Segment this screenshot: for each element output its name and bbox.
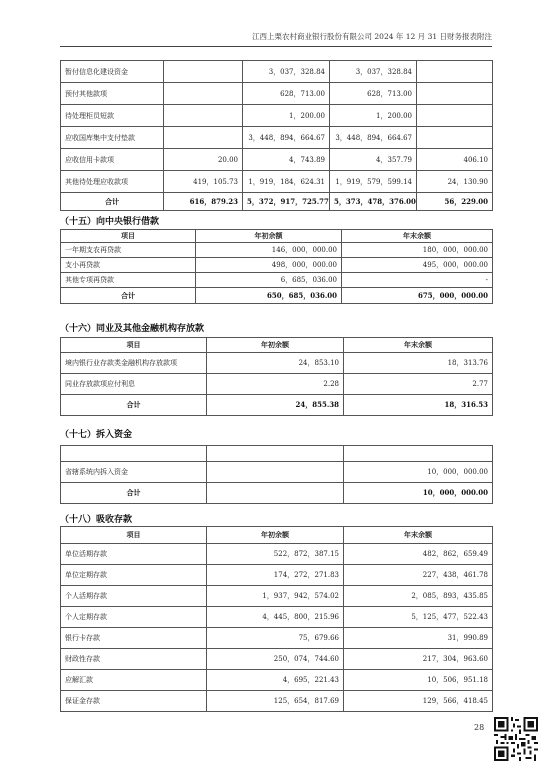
cell-value: 180，000，000.00: [342, 243, 493, 258]
column-header: 年末余额: [342, 230, 493, 243]
row-label: 应收信用卡款项: [61, 149, 164, 171]
cell-value: 4，445，800，215.96: [207, 607, 344, 628]
table-row: [61, 258, 493, 273]
row-label: 同业存放款项应付利息: [61, 374, 207, 395]
table-row: [61, 374, 493, 395]
deposits-table: [60, 526, 493, 712]
column-header: 年初余额: [207, 338, 344, 353]
total-value: 5，373，478，376.00: [330, 193, 417, 211]
row-label: 一年期支农再贷款: [61, 243, 196, 258]
interbank-deposits-table: [60, 337, 493, 416]
cell-value: [417, 127, 493, 149]
total-label: 合计: [61, 288, 196, 304]
cell-value: [417, 61, 493, 83]
cell-value: [164, 83, 243, 105]
total-row: [61, 288, 493, 304]
table-row: [61, 105, 493, 127]
row-label: 个人定期存款: [61, 607, 207, 628]
page-number: 28: [474, 723, 485, 732]
table-row: [61, 61, 493, 83]
row-label: 暂付信息化建设资金: [61, 61, 164, 83]
cell-value: 4，357.79: [330, 149, 417, 171]
cell-value: [417, 83, 493, 105]
table-row: [61, 171, 493, 193]
table-header-row: [61, 338, 493, 353]
total-label: 合计: [61, 395, 207, 416]
cell-value: 1，937，942，574.02: [207, 586, 344, 607]
cell-value: 406.10: [417, 149, 493, 171]
cell-value: 10，506，951.18: [344, 670, 493, 691]
table-row: [61, 83, 493, 105]
cell-value: 419，105.73: [164, 171, 243, 193]
total-row: [61, 193, 493, 211]
cell-value: 10，000，000.00: [344, 462, 493, 483]
table-row: [61, 691, 493, 712]
table-header-row: [61, 230, 493, 243]
table-header-row: [61, 527, 493, 544]
cell-value: 20.00: [164, 149, 243, 171]
cell-value: 217，304，963.60: [344, 649, 493, 670]
row-label: 境内银行业存款类金融机构存放款项: [61, 353, 207, 374]
cell-value: 24，853.10: [207, 353, 344, 374]
total-value: 10，000，000.00: [344, 483, 493, 504]
table-row: [61, 565, 493, 586]
cell-value: 3，037，328.84: [330, 61, 417, 83]
cell-value: 18，313.76: [344, 353, 493, 374]
cell-value: 146，000，000.00: [196, 243, 342, 258]
total-row: [61, 395, 493, 416]
cell-value: 2，085，893，435.85: [344, 586, 493, 607]
cell-value: 6，685，036.00: [196, 273, 342, 288]
cell-value: [417, 105, 493, 127]
row-label: 单位活期存款: [61, 544, 207, 565]
total-value: 616，879.23: [164, 193, 243, 211]
total-value: 56，229.00: [417, 193, 493, 211]
cell-value: 628，713.00: [243, 83, 330, 105]
cell-value: [207, 462, 344, 483]
row-label: 财政性存款: [61, 649, 207, 670]
cell-value: 482，862，659.49: [344, 544, 493, 565]
table-row: [61, 462, 493, 483]
cell-value: 1，200.00: [243, 105, 330, 127]
cell-value: 2.77: [344, 374, 493, 395]
cell-value: 2.28: [207, 374, 344, 395]
table-row: [61, 628, 493, 649]
table-row: [61, 649, 493, 670]
cell-value: [164, 127, 243, 149]
row-label: 银行卡存款: [61, 628, 207, 649]
cell-value: 5，125，477，522.43: [344, 607, 493, 628]
total-label: 合计: [61, 483, 207, 504]
row-label: 省辖系统内拆入资金: [61, 462, 207, 483]
cell-value: 24，130.90: [417, 171, 493, 193]
table-row: [61, 127, 493, 149]
column-header: 项目: [61, 230, 196, 243]
cell-value: 227，438，461.78: [344, 565, 493, 586]
table-row: [61, 243, 493, 258]
table-row: [61, 586, 493, 607]
cell-value: 31，990.89: [344, 628, 493, 649]
other-receivables-table: [60, 60, 493, 211]
cell-value: 3，037，328.84: [243, 61, 330, 83]
table-row: [61, 544, 493, 565]
cell-value: 3，448，894，664.67: [243, 127, 330, 149]
cell-value: 1，200.00: [330, 105, 417, 127]
column-header: 年初余额: [207, 527, 344, 544]
column-header: 项目: [61, 338, 207, 353]
table-header-row: [61, 446, 493, 462]
cell-value: 250，074，744.60: [207, 649, 344, 670]
cell-value: [164, 105, 243, 127]
total-value: 24，855.38: [207, 395, 344, 416]
table-row: [61, 149, 493, 171]
column-header: 年初余额: [196, 230, 342, 243]
cell-value: 522，872，387.15: [207, 544, 344, 565]
cell-value: 125，654，817.69: [207, 691, 344, 712]
borrowed-funds-table: [60, 445, 493, 504]
total-value: 650，685，036.00: [196, 288, 342, 304]
total-value: [207, 483, 344, 504]
page-header: 江西上栗农村商业银行股份有限公司 2024 年 12 月 31 日财务报表附注: [60, 31, 492, 47]
total-value: 18，316.53: [344, 395, 493, 416]
cell-value: 3，448，894，664.67: [330, 127, 417, 149]
central-bank-borrowings-table: [60, 229, 493, 304]
cell-value: 628，713.00: [330, 83, 417, 105]
cell-value: [164, 61, 243, 83]
column-header: 年末余额: [344, 338, 493, 353]
table-row: [61, 273, 493, 288]
row-label: 保证金存款: [61, 691, 207, 712]
cell-value: 75，679.66: [207, 628, 344, 649]
cell-value: 4，743.89: [243, 149, 330, 171]
table-row: [61, 670, 493, 691]
section-title-borrowed-funds: （十七）拆入资金: [60, 430, 133, 440]
table-row: [61, 353, 493, 374]
row-label: 其他待处理应收款项: [61, 171, 164, 193]
section-title-deposits: （十八）吸收存款: [60, 515, 133, 525]
cell-value: 495，000，000.00: [342, 258, 493, 273]
row-label: 应解汇款: [61, 670, 207, 691]
row-label: 其他专项再贷款: [61, 273, 196, 288]
row-label: 待处理柜员短款: [61, 105, 164, 127]
row-label: 单位定期存款: [61, 565, 207, 586]
row-label: 个人活期存款: [61, 586, 207, 607]
cell-value: 498，000，000.00: [196, 258, 342, 273]
total-label: 合计: [61, 193, 164, 211]
row-label: 预付其他款项: [61, 83, 164, 105]
cell-value: 174，272，271.83: [207, 565, 344, 586]
cell-value: -: [342, 273, 493, 288]
cell-value: 1，919，184，624.31: [243, 171, 330, 193]
qr-code-icon: [494, 717, 538, 761]
section-title-central-bank-borrowings: （十五）向中央银行借款: [60, 217, 160, 227]
cell-value: 129，566，418.45: [344, 691, 493, 712]
cell-value: 1，919，579，599.14: [330, 171, 417, 193]
cell-value: 4，695，221.43: [207, 670, 344, 691]
section-title-interbank-deposits: （十六）同业及其他金融机构存放款: [60, 324, 205, 334]
column-header: 项目: [61, 527, 207, 544]
total-value: 675，000，000.00: [342, 288, 493, 304]
column-header: 年末余额: [344, 527, 493, 544]
total-row: [61, 483, 493, 504]
total-value: 5，372，917，725.77: [243, 193, 330, 211]
table-row: [61, 607, 493, 628]
row-label: 应收国库集中支付垫款: [61, 127, 164, 149]
row-label: 支小再贷款: [61, 258, 196, 273]
